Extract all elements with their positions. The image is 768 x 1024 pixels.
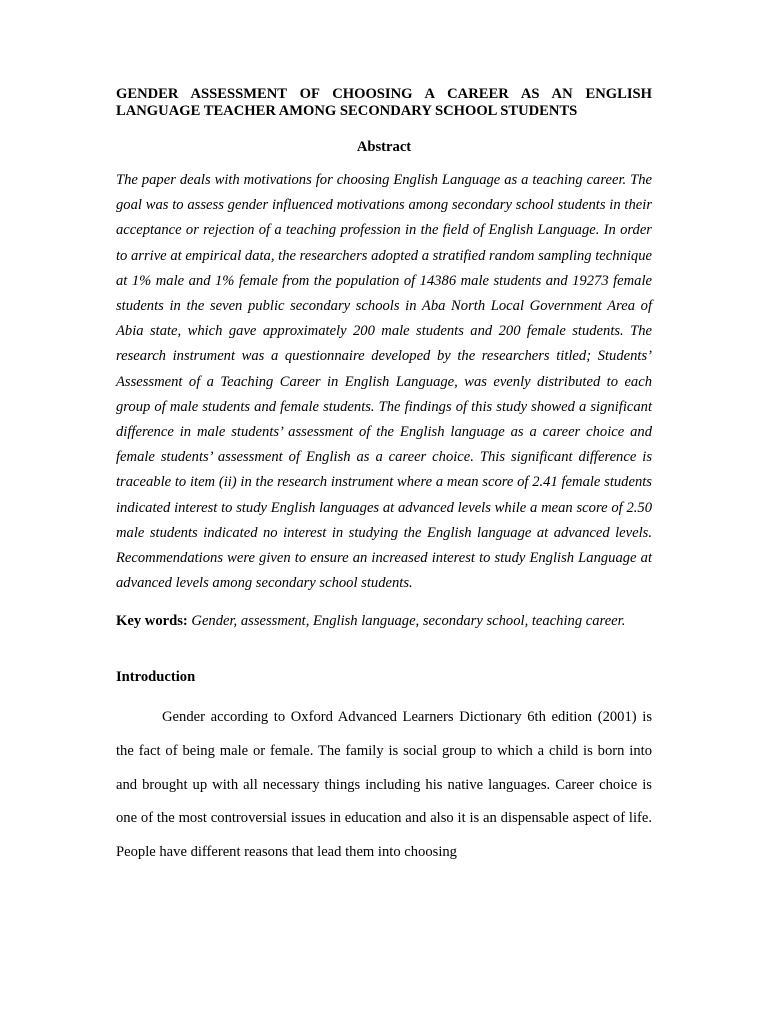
keywords-label: Key words: xyxy=(116,613,188,630)
keywords xyxy=(116,613,652,630)
abstract-text: The paper deals with motivations for choosing English Language as a teaching career. The goal was to assess gender influenced motivations among secondary school students in their acceptance or rejection of a teaching profession in the field of English Language. In order to arrive at empirical data, the researchers adopted a stratified random sampling technique at 1% male and 1% female from the population of 14386 male students and 19273 female students in the seven public secondary schools in Aba North Local Government Area of Abia state, which gave approximately 200 male students and 200 female students. The research instrument was a questionnaire developed by the researchers titled; Students’ Assessment of a Teaching Career in English Language, was evenly distributed to each group of male students and female students. The findings of this study showed a significant difference in male students’ assessment of the English language as a career choice and female students’ assessment of English as a career choice. This significant difference is traceable to item (ii) in the research instrument where a mean score of 2.41 female students indicated interest to study English languages at advanced levels while a mean score of 2.50 male students indicated no interest in studying the English language at advanced levels. Recommendations were given to ensure an increased interest to study English Language at advanced levels among secondary school students. xyxy=(116,172,652,592)
introduction-heading: Introduction xyxy=(116,669,196,686)
abstract-heading: Abstract xyxy=(356,139,412,155)
paper-page xyxy=(116,86,652,869)
keywords-text: Gender, assessment, English language, secondary school, teaching career. xyxy=(187,613,626,630)
paper-title: GENDER ASSESSMENT OF CHOOSING A CAREER AS AN ENGLISH LANGUAGE TEACHER AMONG SECONDARY SCHOOL STUDENTS xyxy=(116,86,652,119)
introduction-text: Gender according to Oxford Advanced Learners Dictionary 6th edition (2001) is the fact of being male or female. The family is social group to which a child is born into and brought up with all necessary things including his native languages. Career choice is one of the most controversial issues in education and also it is an dispensable aspect of life. People have different reasons that lead them into choosing xyxy=(116,709,652,860)
